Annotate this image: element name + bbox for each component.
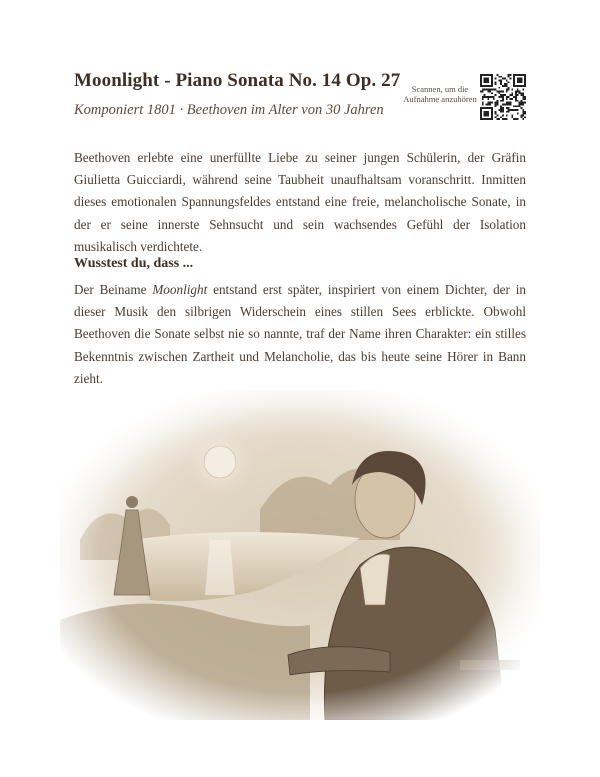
fact-text-after: entstand erst später, inspiriert von einem Dichter, der in dieser Musik den silbrigen Widerschein eines stillen Sees erblickte. Obwohl Beethoven die Sonate selbst nie so nannte, traf der Name ihren Charakter: ein stilles Bekenntnis zwischen Zartheit und Melancholie, das bis heute seine Hörer in Bann zieht. (74, 282, 526, 386)
fact-paragraph (74, 279, 526, 390)
qr-code-icon[interactable] (480, 74, 526, 120)
page-title: Moonlight - Piano Sonata No. 14 Op. 27 (74, 70, 401, 91)
vignette-fade (60, 390, 540, 720)
fact-nickname: Moonlight (152, 282, 208, 297)
qr-caption: Scannen, um die Aufnahme anzuhören (403, 84, 477, 104)
page-subtitle: Komponiert 1801 · Beethoven im Alter von 30 Jahren (74, 102, 384, 118)
beethoven-moonlight-illustration (60, 390, 540, 720)
fact-heading: Wusstest du, dass ... (74, 256, 194, 271)
fact-text-before: Der Beiname (74, 282, 153, 297)
intro-paragraph: Beethoven erlebte eine unerfüllte Liebe zu seiner jungen Schülerin, der Gräfin Giulietta Guicciardi, während seine Taubheit unaufhaltsam voranschritt. Inmitten dieses emotionalen Spannungsfeldes entstand eine freie, melancholische Sonate, in der er seine innerste Sehnsucht und sein wachsendes Gefühl der Isolation musikalisch verdichtete. (74, 150, 526, 254)
